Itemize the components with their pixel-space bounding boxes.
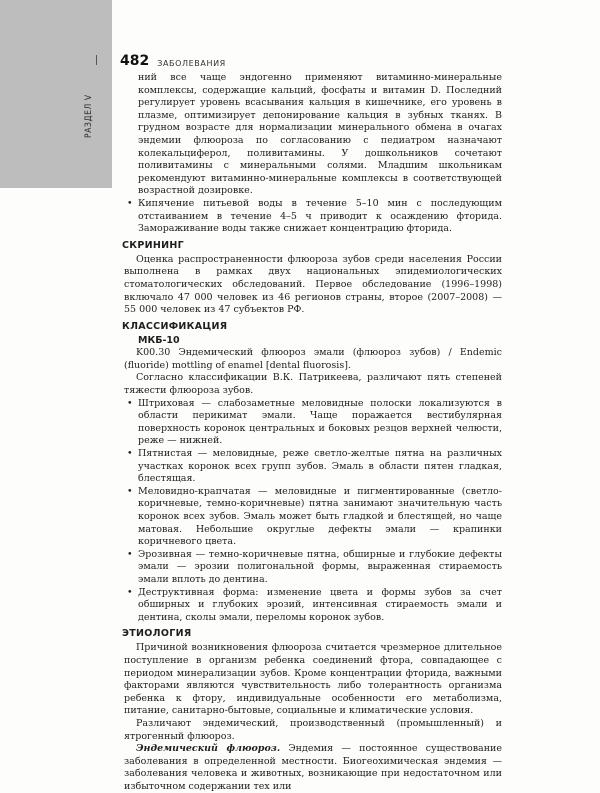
list-item: • Пятнистая — меловидные, реже светло-желтые пятна на различных участках коронок всех групп зубов. Эмаль в области пятен гладкая, блестящая. [124,448,502,486]
sidebar-tick [96,55,97,65]
list-item: • Кипячение питьевой воды в течение 5–10 мин с последующим отстаиванием в течение 4–5 ч приводит к осаждению фторида. Замораживание воды также снижает концентрацию фторида. [124,198,502,236]
classification-intro: Согласно классификации В.К. Патрикеева, различают пять степеней тяжести флюороза зубов. [124,372,502,397]
page-content [124,72,502,793]
icd-heading: МКБ-10 [138,334,180,346]
list-item: • Эрозивная — темно-коричневые пятна, обширные и глубокие дефекты эмали — эрозии полигональной формы, выраженная стираемость эмали вплоть до дентина. [124,549,502,587]
etiology-paragraph-1: Причиной возникновения флюороза считается чрезмерное длительное поступление в организм ребенка соединений фтора, совпадающее с периодом минерализации зубов. Кроме концентрации фторида, важными факторами являются чувствительность либо толерантность организма ребенка к фтору, индивидуальные особенности его метаболизма, питание, санитарно-бытовые, социальные и климатические условия. [124,642,502,717]
section-sidebar [0,0,112,188]
list-item: • Штриховая — слабозаметные меловидные полоски локализуются в области перикимат эмали. Чаще поражается вестибулярная поверхность коронок центральных и боковых резцов верхней челюсти, реже — нижней. [124,398,502,448]
section-heading-screening: СКРИНИНГ [122,239,184,251]
severity-list [124,398,502,625]
screening-paragraph: Оценка распространенности флюороза зубов среди населения России выполнена в рамках двух национальных эпидемиологических стоматологических обследований. Первое обследование (1996–1998) включало 47 000 человек из 46 регионов страны, второе (2007–2008) — 55 000 человек из 47 субъектов РФ. [124,253,502,316]
icd-code-paragraph: K00.30 Эндемический флюороз эмали (флюороз зубов) / Endemic (fluoride) mottling of enamel [dental fluorosis]. [124,347,502,371]
intro-list [124,72,502,236]
section-label: РАЗДЕЛ V [84,94,94,138]
etiology-paragraph-3 [124,743,502,793]
page-number: 482 [120,53,150,69]
section-heading-classification: КЛАССИФИКАЦИЯ [122,320,228,332]
etiology-paragraph-2: Различают эндемический, производственный (промышленный) и ятрогенный флюороз. [124,717,502,742]
list-item: ний все чаще эндогенно применяют витаминно-минеральные комплексы, содержащие кальций, фосфаты и витамин D. Последний регулирует уровень всасывания кальция в кишечнике, его уровень в плазме, оптимизирует депонирование кальция в зубных тканях. В грудном возрасте для нормализации минерального обмена в очагах эндемии флюороза по согласованию с педиатром назначают колекальциферол, поливитамины. У дошкольников сочетают поливитамины с минеральными солями. Младшим школьникам рекомендуют витаминно-минеральные комплексы в соответствующей возрастной дозировке. [138,72,502,197]
list-item: • Меловидно-крапчатая — меловидные и пигментированные (светло-коричневые, темно-коричневые) пятна занимают значительную часть коронок всех зубов. Эмаль может быть гладкой и блестящей, но чаще матовая. Небольшие округлые дефекты эмали — крапинки коричневого цвета. [124,486,502,549]
section-heading-etiology: ЭТИОЛОГИЯ [122,628,192,640]
page-header [120,51,520,69]
endemic-fluorosis-lead: Эндемический флюороз. [136,743,281,755]
running-title: ЗАБОЛЕВАНИЯ [157,59,226,68]
list-item: • Деструктивная форма: изменение цвета и формы зубов за счет обширных и глубоких эрозий, интенсивная стираемость эмали и дентина, сколы эмали, переломы коронок зубов. [124,587,502,625]
endemic-fluorosis-text: Эндемия — постоянное существование заболевания в определенной местности. Биогеохимическая эндемия — заболевания человека и животных, возникающие при недостаточном или избыточном содержании тех или [124,743,502,792]
